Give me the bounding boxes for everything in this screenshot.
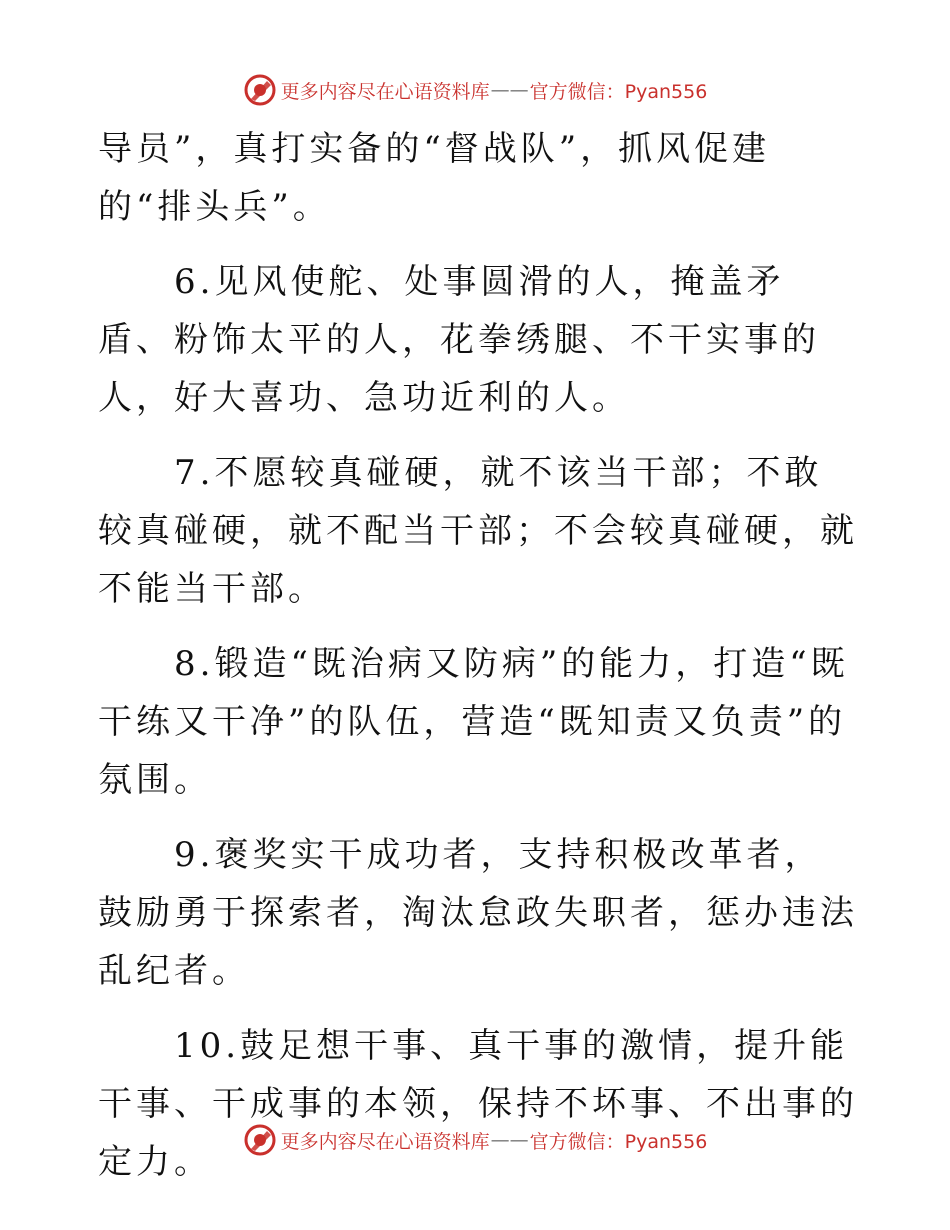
paragraph-6: 6.见风使舵、处事圆滑的人，掩盖矛盾、粉饰太平的人，花拳绣腿、不干实事的人，好大喜功、急功近利的人。 — [98, 262, 820, 418]
paragraph-9: 9.褒奖实干成功者，支持积极改革者，鼓励勇于探索者，淘汰怠政失职者，惩办违法乱纪者。 — [98, 835, 858, 991]
footer-separator: —— — [490, 1129, 529, 1151]
header-brand-text: 更多内容尽在心语资料库 — [280, 80, 490, 103]
footer-contact-text: 官方微信：Pyan556 — [529, 1130, 708, 1153]
header-separator: —— — [490, 79, 529, 101]
header-watermark — [0, 70, 950, 110]
logo-icon — [243, 73, 277, 107]
logo-icon — [243, 1123, 277, 1157]
paragraph-7: 7.不愿较真碰硬，就不该当干部；不敢较真碰硬，就不配当干部；不会较真碰硬，就不能当干部。 — [98, 453, 858, 609]
paragraph-8: 8.锻造“既治病又防病”的能力，打造“既干练又干净”的队伍，营造“既知责又负责”的氛围。 — [98, 644, 849, 800]
footer-watermark — [0, 1120, 950, 1160]
header-contact-text: 官方微信：Pyan556 — [529, 80, 708, 103]
document-body — [98, 120, 858, 1208]
footer-brand-text: 更多内容尽在心语资料库 — [280, 1130, 490, 1153]
paragraph-10: 10.鼓足想干事、真干事的激情，提升能干事、干成事的本领，保持不坏事、不出事的定力。 — [98, 1026, 858, 1182]
paragraph-continued: 导员”，真打实备的“督战队”，抓风促建的“排头兵”。 — [98, 129, 771, 227]
